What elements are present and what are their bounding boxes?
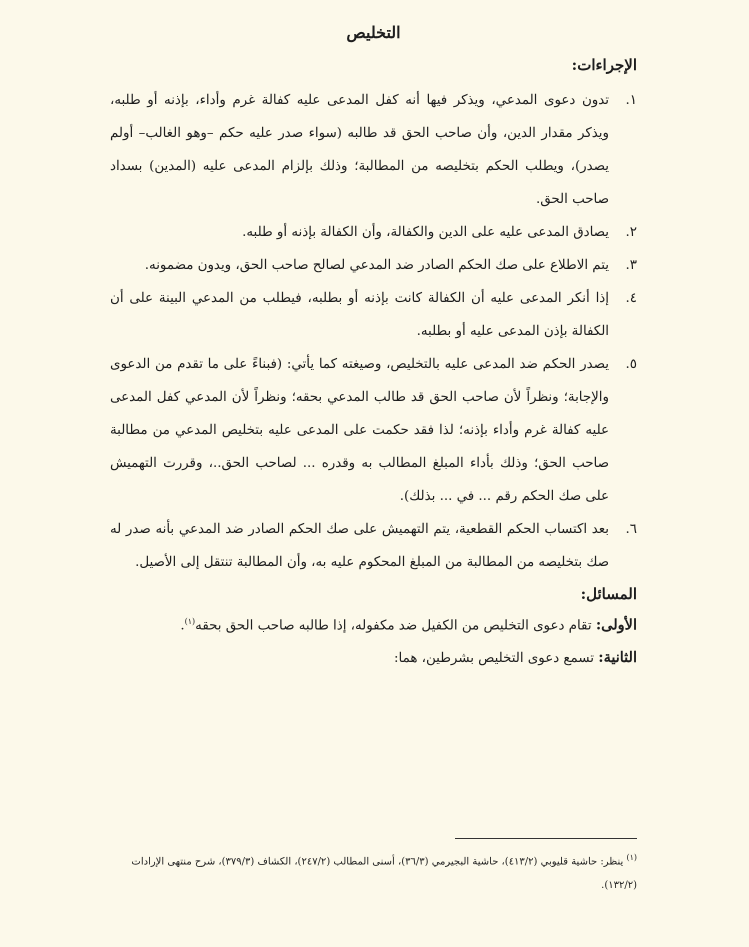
issue-label: الثانية: [598, 649, 637, 667]
step-text: إذا أنكر المدعى عليه أن الكفالة كانت بإذنه أو بطلبه، فيطلب من المدعي البينة على أن الكفالة بإذن المدعى عليه أو بطلبه. [110, 291, 609, 339]
footnote [110, 846, 637, 898]
step-text: بعد اكتساب الحكم القطعية، يتم التهميش على صك الحكم الصادر ضد المدعي بأنه صدر له صك بتخليصه من المطالبة من المبلغ المحكوم عليه به، وأن المطالبة تنتقل إلى الأصيل. [110, 522, 609, 570]
issue-label: الأولى: [595, 616, 637, 634]
list-item [110, 249, 637, 282]
issue-text: تقام دعوى التخليص من الكفيل ضد مكفوله، إذا طالبه صاحب الحق بحقه [195, 618, 592, 634]
page-title: التخليص [346, 23, 401, 42]
step-text: يتم الاطلاع على صك الحكم الصادر ضد المدعي لصالح صاحب الحق، ويدون مضمونه. [144, 258, 609, 273]
issue-tail: . [180, 618, 185, 634]
step-text: تدون دعوى المدعي، ويذكر فيها أنه كفل المدعى عليه كفالة غرم وأداء، بإذنه أو طلبه، ويذكر مقدار الدين، وأن صاحب الحق قد طالبه (سواء صدر عليه حكم –وهو الغالب– أولم يصدر)، ويطلب الحكم بتخليصه من المطالبة؛ وذلك بإلزام المدعى عليه (المدين) بسداد صاحب الحق. [110, 93, 609, 207]
step-text: يصدر الحكم ضد المدعى عليه بالتخليص، وصيغته كما يأتي: (فبناءً على ما تقدم من الدعوى والإجابة؛ ونظراً لأن صاحب الحق قد طالب المدعي بحقه؛ ونظراً لأن المدعي كفل المدعى عليه كفالة غرم وأداء بإذنه؛ لذا فقد حكمت على المدعى عليه بتخليص المدعي من مطالبة صاحب الحق؛ وذلك بأداء المبلغ المطالب به وقدره ... لصاحب الحق..، وقررت التهميش على صك الحكم رقم ... في ... بذلك). [110, 357, 609, 504]
list-item [110, 216, 637, 249]
list-item [110, 513, 637, 579]
step-number: ١. [625, 93, 637, 108]
procedures-list [110, 84, 637, 579]
list-item [110, 282, 637, 348]
footnote-reference[interactable]: (١) [184, 617, 196, 626]
footnote-text: ينظر: حاشية قليوبي (٤١٣/٢)، حاشية البجيرمي (٣٦/٣)، أسنى المطالب (٢٤٧/٢)، الكشاف (٣٧٩/٣)، شرح منتهى الإرادات (١٣٢/٢). [131, 856, 637, 892]
step-number: ٦. [625, 522, 637, 537]
procedures-heading: الإجراءات: [571, 56, 637, 74]
issue-first [110, 607, 637, 641]
step-number: ٣. [625, 258, 637, 273]
step-number: ٤. [625, 291, 637, 306]
list-item [110, 84, 637, 216]
issues-heading: المسائل: [580, 585, 637, 603]
footnote-divider [455, 838, 637, 839]
issue-text: تسمع دعوى التخليص بشرطين، هما: [394, 651, 594, 667]
footnote-marker: (١) [626, 853, 637, 862]
issue-second [110, 643, 637, 674]
step-text: يصادق المدعى عليه على الدين والكفالة، وأن الكفالة بإذنه أو طلبه. [242, 225, 609, 240]
step-number: ٢. [625, 225, 637, 240]
step-number: ٥. [625, 357, 637, 372]
list-item [110, 348, 637, 513]
